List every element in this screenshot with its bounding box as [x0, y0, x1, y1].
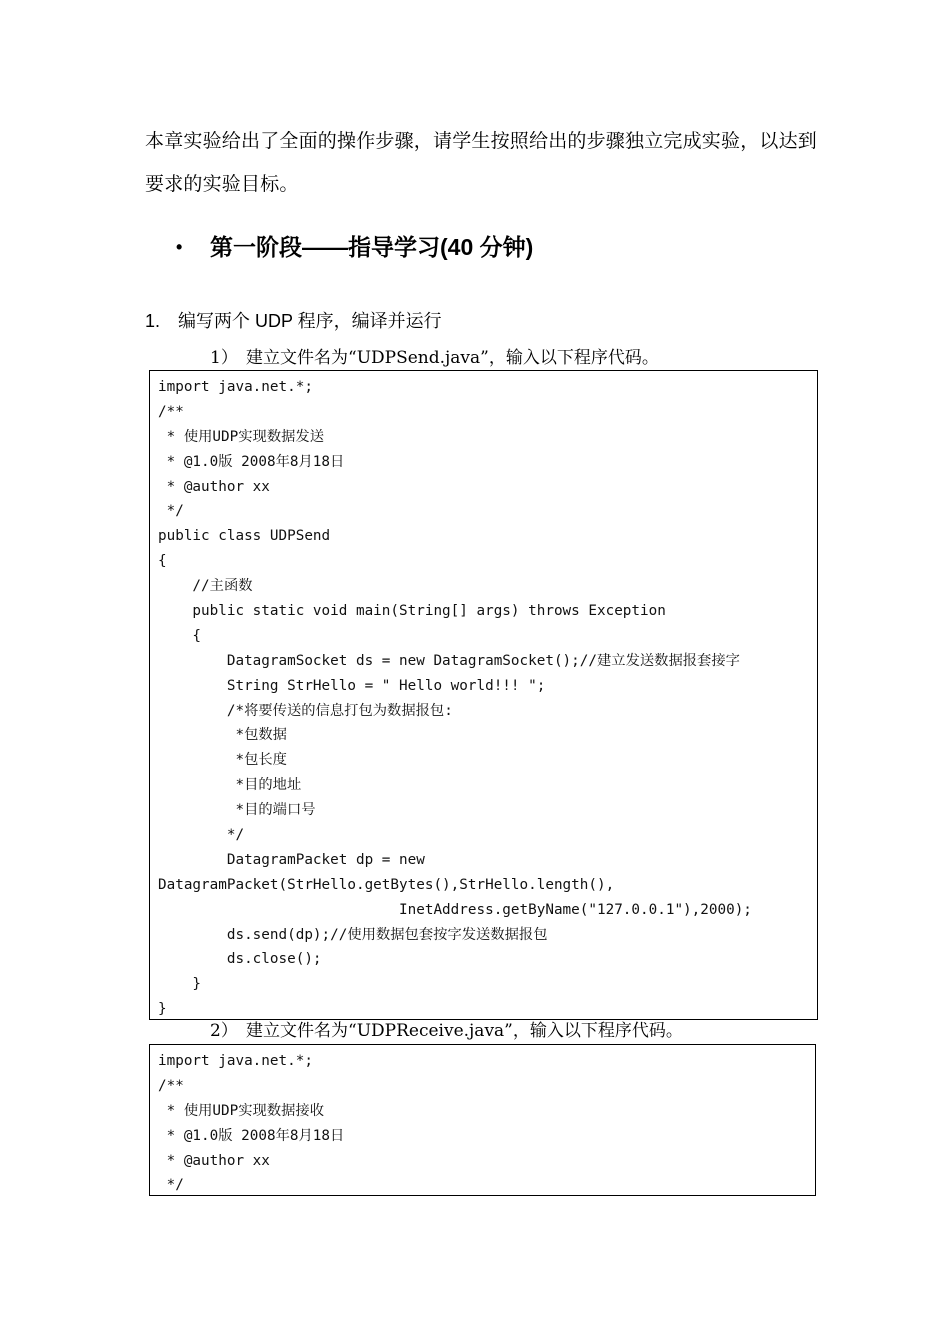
code-line: import java.net.*;: [158, 1053, 313, 1069]
intro-line-1: 本章实验给出了全面的操作步骤，请学生按照给出的步骤独立完成实验，以达到: [145, 130, 818, 152]
intro-paragraph: [145, 120, 825, 206]
code-line: * @1.0版 2008年8月18日: [158, 1127, 345, 1144]
code-line: ds.send(dp);//使用数据包套按字发送数据报包: [158, 926, 548, 943]
code-line: * 使用UDP实现数据接收: [158, 1102, 325, 1119]
code-line: DatagramPacket(StrHello.getBytes(),StrHello.length(),: [158, 876, 615, 893]
code-line: *目的地址: [158, 777, 302, 794]
substep-1: [210, 346, 659, 370]
code-line: import java.net.*;: [158, 379, 313, 395]
code-line: */: [158, 503, 184, 520]
substep-1-number: 1）: [210, 348, 238, 368]
code-line: *包数据: [158, 727, 287, 744]
code-line: String StrHello = " Hello world!!! ";: [158, 677, 546, 694]
code-line: {: [158, 627, 202, 644]
code-line: /**: [158, 1077, 184, 1094]
code-line: *包长度: [158, 752, 287, 769]
substep-1-text: 建立文件名为“UDPSend.java”，输入以下程序代码。: [246, 348, 659, 368]
code-line: DatagramSocket ds = new DatagramSocket();//建立发送数据报套接字: [158, 652, 740, 669]
substep-2-text: 建立文件名为“UDPReceive.java”，输入以下程序代码。: [246, 1021, 683, 1041]
intro-line-2: 要求的实验目标。: [145, 173, 299, 195]
bullet-icon: •: [176, 237, 183, 257]
substep-2: [210, 1019, 683, 1043]
code-line: */: [158, 1177, 184, 1194]
code-udpreceive: [150, 1045, 815, 1198]
step-1: [145, 307, 442, 335]
stage-heading: [176, 229, 533, 265]
code-line: public class UDPSend: [158, 528, 331, 545]
code-line: }: [158, 976, 202, 993]
code-line: public static void main(String[] args) throws Exception: [158, 603, 666, 620]
code-line: */: [158, 827, 245, 844]
code-line: //主函数: [158, 578, 253, 595]
code-line: {: [158, 553, 167, 570]
code-line: }: [158, 1001, 167, 1018]
code-line: * @author xx: [158, 1152, 270, 1169]
code-line: InetAddress.getByName("127.0.0.1"),2000);: [158, 901, 752, 918]
step-1-number: 1.: [145, 311, 161, 331]
substep-2-number: 2）: [210, 1021, 238, 1041]
stage-heading-text: 第一阶段——指导学习(40 分钟): [210, 234, 534, 260]
code-udpsend: [150, 371, 817, 1022]
code-line: *目的端口号: [158, 802, 316, 819]
code-line: DatagramPacket dp = new: [158, 851, 425, 868]
code-line: * 使用UDP实现数据发送: [158, 428, 325, 445]
code-line: /*将要传送的信息打包为数据报包:: [158, 702, 453, 719]
code-line: /**: [158, 403, 184, 420]
code-line: * @1.0版 2008年8月18日: [158, 453, 345, 470]
code-block-udpsend: [149, 370, 818, 1020]
code-line: ds.close();: [158, 951, 322, 968]
code-line: * @author xx: [158, 478, 270, 495]
step-1-text: 编写两个 UDP 程序，编译并运行: [178, 311, 442, 331]
code-block-udpreceive: [149, 1044, 816, 1196]
